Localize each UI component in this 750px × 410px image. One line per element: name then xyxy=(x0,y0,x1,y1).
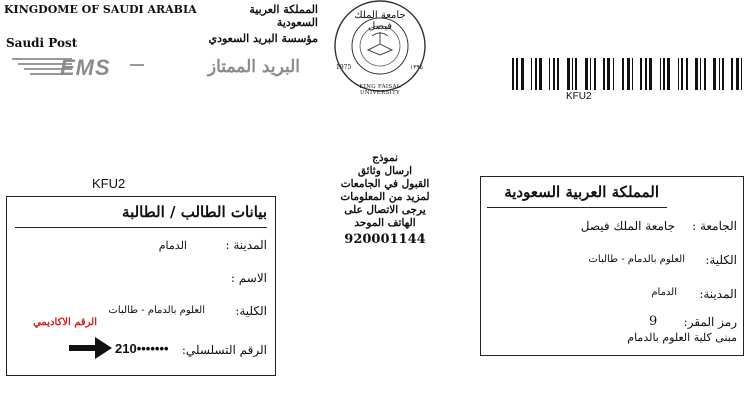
building-line: مبنى كلية العلوم بالدمام xyxy=(627,331,737,344)
notice-block xyxy=(330,152,440,246)
uni-college-label: الكلية: xyxy=(705,253,737,267)
notice-line: ارسال وثائق xyxy=(357,165,413,177)
university-card-title: المملكة العربية السعودية xyxy=(504,183,659,201)
student-card-rule xyxy=(15,227,267,228)
ems-logo xyxy=(12,54,312,82)
student-card xyxy=(6,196,276,376)
ems-arabic: البريد الممتاز xyxy=(207,57,300,77)
name-label: الاسم : xyxy=(230,271,267,285)
barcode-label: KFU2 xyxy=(566,91,592,102)
serial-number xyxy=(115,341,169,356)
university-value: جامعة الملك فيصل xyxy=(580,219,675,233)
college-label: الكلية: xyxy=(235,304,267,318)
ems-wordmark: EMS xyxy=(60,55,111,80)
country-ar: المملكة العربية السعودية xyxy=(249,3,318,29)
serial-label: الرقم التسلسلي: xyxy=(181,343,267,357)
arrow-icon xyxy=(69,336,113,360)
university-seal xyxy=(332,0,428,96)
notice-line: القبول في الجامعات xyxy=(340,178,430,190)
barcode xyxy=(512,58,750,90)
city-value: الدمام xyxy=(158,239,187,252)
university-label: الجامعة : xyxy=(692,219,737,233)
notice-line: لمزيد من المعلومات xyxy=(340,191,430,203)
serial-mask: ••••••• xyxy=(136,341,169,356)
hq-value: 9 xyxy=(649,314,658,329)
college-value: العلوم بالدمام - طالبات xyxy=(108,305,205,316)
seal-name-ar: جامعة الملك فيصل xyxy=(354,10,406,32)
country-en: KINGDOME OF SAUDI ARABIA xyxy=(4,3,197,16)
city-label: المدينة : xyxy=(225,238,267,252)
student-card-title: بيانات الطالب / الطالبة xyxy=(122,203,267,221)
student-card-code: KFU2 xyxy=(92,176,126,191)
hq-label: رمز المقر: xyxy=(683,315,737,329)
notice-line: الهاتف الموحد xyxy=(354,217,416,229)
uni-city-value: الدمام xyxy=(651,287,677,298)
academic-number-note: الرقم الاكاديمي xyxy=(33,317,97,328)
notice-phone: 920001144 xyxy=(344,232,426,247)
serial-prefix: 210 xyxy=(115,341,137,356)
seal-name-en: KING FAISAL UNIVERSITY xyxy=(359,84,401,96)
seal-year-left: 1975 xyxy=(336,64,352,71)
post-ar: مؤسسة البريد السعودي xyxy=(208,32,318,45)
seal-year-right: ١٣٩٥ xyxy=(410,64,423,71)
post-en: Saudi Post xyxy=(6,36,78,50)
notice-line: نموذج xyxy=(372,152,398,164)
university-card xyxy=(480,176,744,356)
uni-city-label: المدينة: xyxy=(699,287,737,301)
notice-line: يرجى الاتصال على xyxy=(344,204,426,216)
uni-college-value: العلوم بالدمام - طالبات xyxy=(588,254,685,265)
university-card-rule xyxy=(487,207,667,208)
